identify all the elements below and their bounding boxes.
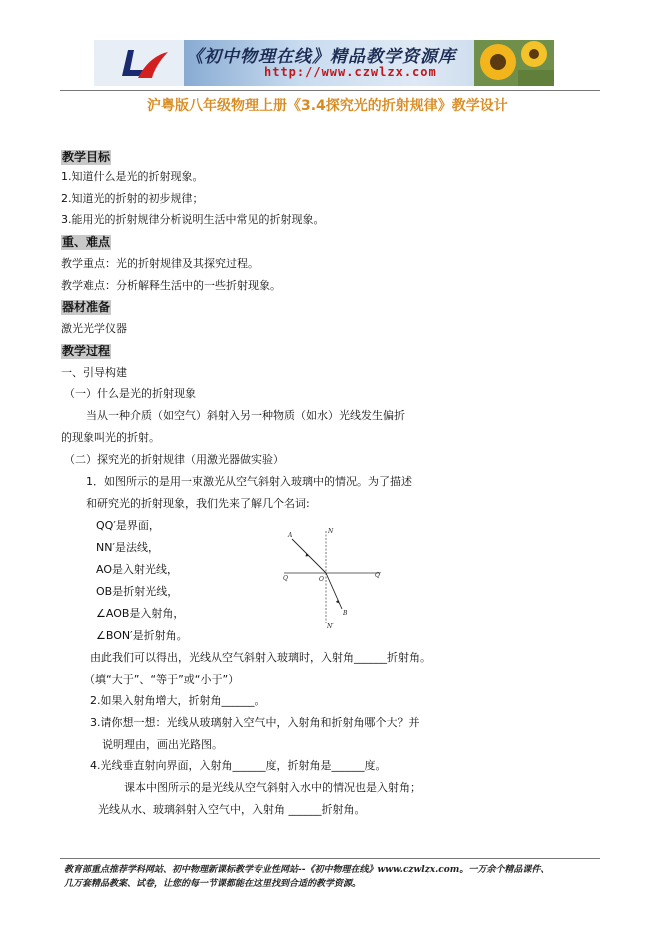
label-n-prime: N′: [327, 623, 334, 630]
process-line: 说明理由，画出光路图。: [102, 738, 223, 751]
sunflower-image: [474, 40, 554, 86]
process-line: 4.光线垂直射向界面，入射角______度，折射角是______度。: [90, 759, 387, 772]
term-definition: ∠BON′是折射角。: [96, 629, 188, 642]
process-line: 1．如图所示的是用一束激光从空气斜射入玻璃中的情况。为了描述: [86, 475, 412, 488]
process-line: 光线从水、玻璃斜射入空气中，入射角 ______折射角。: [98, 803, 366, 816]
footer-text: 几万套精品教案、试卷，让您的每一节课都能在这里找到合适的教学资源。: [64, 879, 362, 889]
refracted-ray: [326, 573, 342, 609]
term-definition: QQ′是界面，: [96, 519, 160, 532]
section-heading-equipment: 器材准备: [62, 300, 111, 314]
process-line: 和研究光的折射现象，我们先来了解几个名词:: [86, 497, 310, 510]
label-q-prime: Q′: [375, 572, 382, 579]
equipment-item: 激光光学仪器: [61, 322, 127, 335]
label-o: O: [319, 576, 324, 583]
process-line: 3.请你想一想：光线从玻璃射入空气中，入射角和折射角哪个大？并: [90, 716, 420, 729]
banner-title: 《初中物理在线》精品教学资源库: [186, 47, 456, 67]
header-rule: [60, 90, 600, 91]
document-title: 沪粤版八年级物理上册《3.4探究光的折射规律》教学设计: [147, 98, 508, 114]
footer-rule: [60, 858, 600, 859]
term-definition: ∠AOB是入射角，: [96, 607, 185, 620]
label-q: Q: [283, 575, 288, 582]
label-b: B: [343, 610, 348, 617]
key-point-item: 教学难点：分析解释生活中的一些折射现象。: [61, 279, 281, 292]
process-line: 2.如果入射角增大，折射角______。: [90, 694, 266, 707]
goal-item: 2.知道光的折射的初步规律；: [61, 192, 204, 205]
term-definition: AO是入射光线，: [96, 563, 178, 576]
banner-url[interactable]: http://www.czwlzx.com: [264, 65, 437, 79]
label-n: N: [328, 528, 334, 535]
section-heading-key-points: 重、难点: [62, 235, 111, 249]
process-line: 由此我们可以得出，光线从空气斜射入玻璃时，入射角______折射角。: [90, 651, 431, 664]
process-line: 的现象叫光的折射。: [61, 431, 160, 444]
process-line: （二）探究光的折射规律（用激光器做实验）: [64, 453, 284, 466]
refraction-diagram: [280, 525, 385, 630]
process-line: 课本中图所示的是光线从空气斜射入水中的情况也是入射角；: [124, 781, 421, 794]
section-heading-goals: 教学目标: [62, 150, 111, 164]
process-line: 一、引导构建: [61, 366, 127, 379]
key-point-item: 教学重点：光的折射规律及其探究过程。: [61, 257, 259, 270]
site-logo: [94, 40, 184, 86]
goal-item: 1.知道什么是光的折射现象。: [61, 170, 204, 183]
section-heading-process: 教学过程: [62, 344, 111, 358]
process-line: （一）什么是光的折射现象: [64, 387, 196, 400]
process-line: （填“大于”、“等于”或“小于”）: [84, 673, 240, 686]
term-definition: NN′是法线，: [96, 541, 159, 554]
header-banner: [94, 40, 554, 86]
term-definition: OB是折射光线，: [96, 585, 179, 598]
goal-item: 3.能用光的折射规律分析说明生活中常见的折射现象。: [61, 213, 325, 226]
label-a: A: [288, 532, 293, 539]
process-line: 当从一种介质（如空气）斜射入另一种物质（如水）光线发生偏折: [86, 409, 405, 422]
footer-text: 教育部重点推荐学科网站、初中物理新课标教学专业性网站--《初中物理在线》www.czwlzx.com。一万余个精品课件、: [64, 865, 550, 875]
